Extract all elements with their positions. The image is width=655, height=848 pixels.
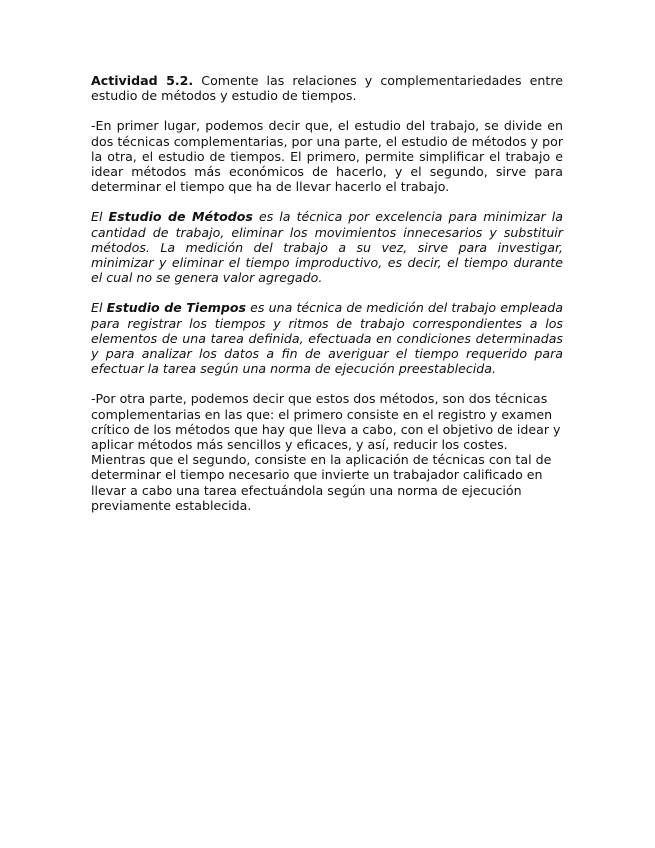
methods-paragraph [91, 209, 563, 285]
activity-text: Comente las relaciones y complementariedades entre estudio de métodos y estudio de tiempos. [91, 73, 564, 104]
times-prefix: El [91, 300, 107, 316]
intro-paragraph: -En primer lugar, podemos decir que, el estudio del trabajo, se divide en dos técnicas complementarias, por una parte, el estudio de métodos y por la otra, el estudio de tiempos. El primero, permite simplificar el trabajo e idear métodos más económicos de hacerlo, y el segundo, sirve para determinar el tiempo que ha de llevar hacerlo el trabajo. [91, 118, 563, 195]
methods-text: es la técnica por excelencia para minimizar la cantidad de trabajo, eliminar los movimientos innecesarios y substituir métodos. La medición del trabajo a su vez, sirve para investigar, minimizar y eliminar el tiempo improductivo, es decir, el tiempo durante el cual no se genera valor agregado. [91, 209, 563, 286]
document-page [91, 73, 563, 528]
activity-label: Actividad 5.2. [91, 73, 194, 88]
times-paragraph [91, 300, 563, 376]
activity-paragraph [91, 73, 563, 103]
methods-prefix: El [91, 209, 109, 225]
methods-term: Estudio de Métodos [108, 209, 253, 225]
times-term: Estudio de Tiempos [106, 300, 247, 316]
times-text: es una técnica de medición del trabajo empleada para registrar los tiempos y ritmos de trabajo correspondientes a los elementos de una tarea definida, efectuada en condiciones determinadas y para analizar los datos a fin de averiguar el tiempo requerido para efectuar la tarea según una norma de ejecución preestablecida. [91, 300, 563, 377]
conclusion-paragraph: -Por otra parte, podemos decir que estos dos métodos, son dos técnicas complementarias en las que: el primero consiste en el registro y examen crítico de los métodos que hay que lleva a cabo, con el objetivo de idear y aplicar métodos más sencillos y eficaces, y así, reducir los costes. Mientras que el segundo, consiste en la aplicación de técnicas con tal de determinar el tiempo necesario que invierte un trabajador calificado en llevar a cabo una tarea efectuándola según una norma de ejecución previamente establecida. [91, 391, 561, 513]
